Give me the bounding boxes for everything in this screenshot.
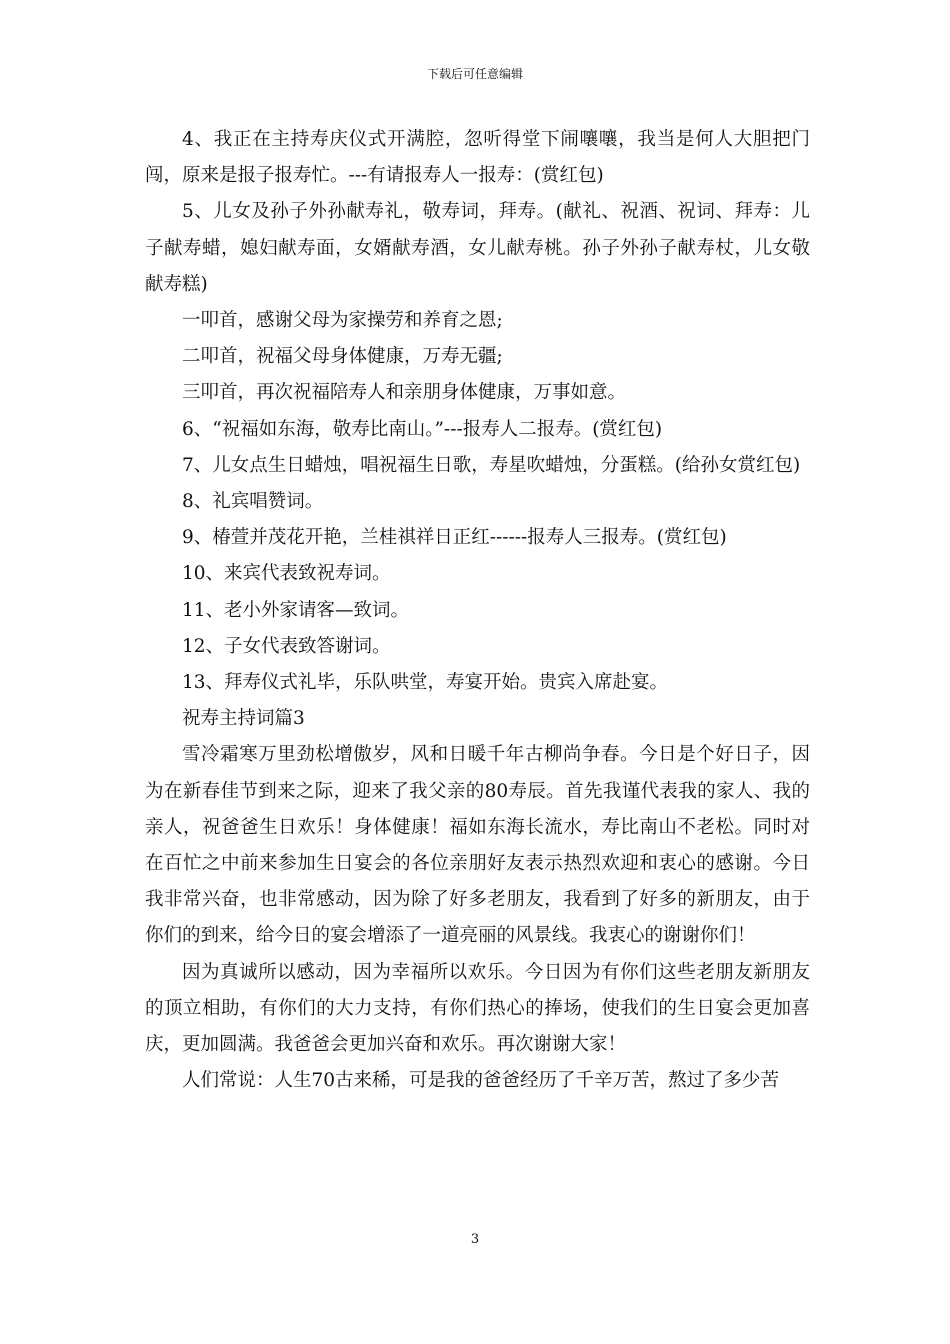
paragraph-speech-continued: 人们常说：人生70古来稀，可是我的爸爸经历了千辛万苦，熬过了多少苦 <box>182 1070 780 1092</box>
paragraph-item-7: 7、儿女点生日蜡烛，唱祝福生日歌，寿星吹蜡烛，分蛋糕。(给孙女赏红包) <box>182 454 801 476</box>
document-body <box>145 122 810 1099</box>
paragraph-item-10: 10、来宾代表致祝寿词。 <box>182 563 391 585</box>
paragraph-first-kowtow: 一叩首，感谢父母为家操劳和养育之恩; <box>182 310 503 332</box>
paragraph-item-9: 9、椿萱并茂花开艳，兰桂祺祥日正红------报寿人三报寿。(赏红包) <box>182 527 727 549</box>
page-number: 3 <box>470 1232 480 1247</box>
paragraph-third-kowtow: 三叩首，再次祝福陪寿人和亲朋身体健康，万事如意。 <box>182 382 627 404</box>
page-header-note: 下载后可任意编辑 <box>426 67 523 81</box>
paragraph-item-8: 8、礼宾唱赞词。 <box>182 491 324 513</box>
paragraph-speech-thanks: 因为真诚所以感动，因为幸福所以欢乐。今日因为有你们这些老朋友新朋友的顶立相助，有你们的大力支持，有你们热心的捧场，使我们的生日宴会更加喜庆，更加圆满。我爸爸会更加兴奋和欢乐。再次谢谢大家！ <box>145 961 810 1056</box>
paragraph-second-kowtow: 二叩首，祝福父母身体健康，万寿无疆; <box>182 346 503 368</box>
paragraph-item-13: 13、拜寿仪式礼毕，乐队哄堂，寿宴开始。贵宾入席赴宴。 <box>182 672 669 694</box>
section-heading: 祝寿主持词篇3 <box>182 708 305 730</box>
paragraph-item-12: 12、子女代表致答谢词。 <box>182 635 391 657</box>
paragraph-item-11: 11、老小外家请客—致词。 <box>182 599 410 621</box>
paragraph-speech-opening: 雪冷霜寒万里劲松增傲岁，风和日暖千年古柳尚争春。今日是个好日子，因为在新春佳节到来之际，迎来了我父亲的80寿辰。首先我谨代表我的家人、我的亲人，祝爸爸生日欢乐！身体健康！福如东海长流水，寿比南山不老松。同时对在百忙之中前来参加生日宴会的各位亲朋好友表示热烈欢迎和衷心的感谢。今日我非常兴奋，也非常感动，因为除了好多老朋友，我看到了好多的新朋友，由于你们的到来，给今日的宴会增添了一道亮丽的风景线。我衷心的谢谢你们！ <box>145 744 810 947</box>
paragraph-item-6: 6、“祝福如东海，敬寿比南山。”---报寿人二报寿。(赏红包) <box>182 418 663 440</box>
paragraph-item-5: 5、儿女及孙子外孙献寿礼，敬寿词，拜寿。(献礼、祝酒、祝词、拜寿：儿子献寿蜡，媳妇献寿面，女婿献寿酒，女儿献寿桃。孙子外孙子献寿杖，儿女敬献寿糕) <box>145 201 810 295</box>
paragraph-item-4: 4、我正在主持寿庆仪式开满腔，忽听得堂下闹嚷嚷，我当是何人大胆把门闯，原来是报子报寿忙。---有请报寿人一报寿：(赏红包) <box>145 129 810 187</box>
